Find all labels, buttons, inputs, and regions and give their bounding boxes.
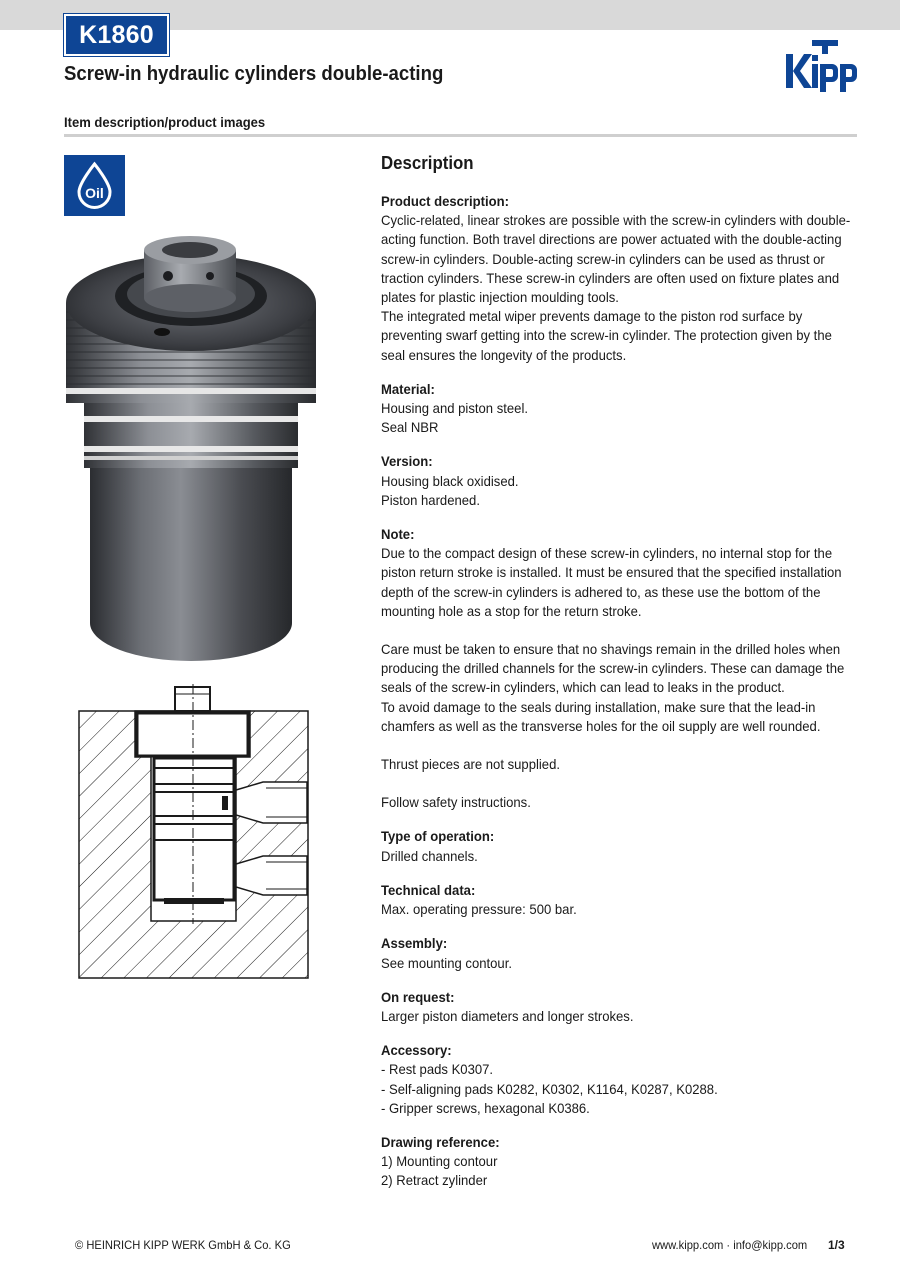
mounting-contour-drawing bbox=[78, 684, 310, 980]
section-divider bbox=[64, 134, 857, 137]
block-accessory bbox=[381, 1041, 858, 1118]
block-care bbox=[381, 640, 858, 736]
block-heading: Version: bbox=[381, 453, 433, 470]
block-text: Piston hardened. bbox=[381, 491, 480, 508]
block-text: Larger piston diameters and longer strokes. bbox=[381, 1007, 634, 1024]
footer-copyright: © HEINRICH KIPP WERK GmbH & Co. KG bbox=[75, 1238, 291, 1252]
footer-contact: www.kipp.com · info@kipp.com bbox=[652, 1238, 808, 1252]
block-text: Max. operating pressure: 500 bar. bbox=[381, 901, 577, 918]
block-heading: Assembly: bbox=[381, 935, 448, 952]
block-text: Seal NBR bbox=[381, 419, 439, 436]
block-heading: Technical data: bbox=[381, 881, 476, 898]
block-heading: Accessory: bbox=[381, 1042, 452, 1059]
block-text: Thrust pieces are not supplied. bbox=[381, 756, 561, 773]
block-text: Housing black oxidised. bbox=[381, 472, 519, 489]
block-heading: Drawing reference: bbox=[381, 1133, 500, 1150]
block-text: 1) Mounting contour bbox=[381, 1153, 498, 1170]
section-heading: Item description/product images bbox=[64, 114, 266, 130]
block-text: - Gripper screws, hexagonal K0386. bbox=[381, 1099, 590, 1116]
oil-icon-label: Oil bbox=[85, 185, 104, 201]
block-heading: Type of operation: bbox=[381, 828, 495, 845]
block-text: To avoid damage to the seals during installation, make sure that the lead-in chamfers as well as the transverse holes for the oil supply are well rounded. bbox=[381, 698, 821, 734]
product-image bbox=[62, 228, 320, 666]
block-text: Follow safety instructions. bbox=[381, 794, 531, 811]
block-text: Drilled channels. bbox=[381, 847, 478, 864]
oil-icon bbox=[64, 155, 125, 216]
block-text: The integrated metal wiper prevents damage to the piston rod surface by preventing swarf getting into the screw-in cylinder. The protection given by the seal ensures the longevity of the products. bbox=[381, 308, 832, 363]
item-number-badge: K1860 bbox=[64, 14, 169, 56]
page-title: Screw-in hydraulic cylinders double-acting bbox=[64, 63, 444, 85]
block-text: 2) Retract zylinder bbox=[381, 1172, 488, 1189]
block-text: Care must be taken to ensure that no shavings remain in the drilled holes when producing the drilled channels for the screw-in cylinders. These can damage the seals of the screw-in cylinders, which can lead to leaks in the product. bbox=[381, 641, 845, 696]
block-text: Cyclic-related, linear strokes are possible with the screw-in cylinders with double-acting function. Both travel directions are power actuated with the double-acting screw-in cylinders. Double-acting screw-in cylinders can be used as thrust or traction cylinders. These screw-in cylinders are often used on fixture plates and plates for plastic injection moulding tools. bbox=[381, 212, 851, 306]
block-heading: On request: bbox=[381, 988, 455, 1005]
block-thrust-pieces bbox=[381, 755, 858, 774]
block-text: - Self-aligning pads K0282, K0302, K1164, K0287, K0288. bbox=[381, 1080, 718, 1097]
block-heading: Material: bbox=[381, 380, 435, 397]
block-note bbox=[381, 525, 858, 621]
block-type-of-operation bbox=[381, 827, 858, 865]
block-version bbox=[381, 452, 858, 510]
block-text: Due to the compact design of these screw-in cylinders, no internal stop for the piston return stroke is installed. It must be ensured that the specified installation depth of the screw-in cylinders is adhered to, as these use the bottom of the mounting hole as a stop for the return stroke. bbox=[381, 545, 842, 619]
block-technical-data bbox=[381, 881, 858, 919]
description-heading: Description bbox=[381, 153, 474, 173]
kipp-logo bbox=[782, 38, 858, 92]
block-heading: Product description: bbox=[381, 193, 510, 209]
block-drawing-reference bbox=[381, 1133, 858, 1191]
block-material bbox=[381, 380, 858, 438]
block-assembly bbox=[381, 934, 858, 972]
block-on-request bbox=[381, 988, 858, 1026]
block-text: - Rest pads K0307. bbox=[381, 1061, 494, 1078]
block-text: Housing and piston steel. bbox=[381, 400, 528, 417]
block-heading: Note: bbox=[381, 526, 415, 543]
block-text: See mounting contour. bbox=[381, 954, 513, 971]
page-number: 1/3 bbox=[828, 1238, 845, 1252]
block-product-description bbox=[381, 192, 858, 365]
block-safety bbox=[381, 793, 858, 812]
description-panel bbox=[381, 152, 857, 1206]
